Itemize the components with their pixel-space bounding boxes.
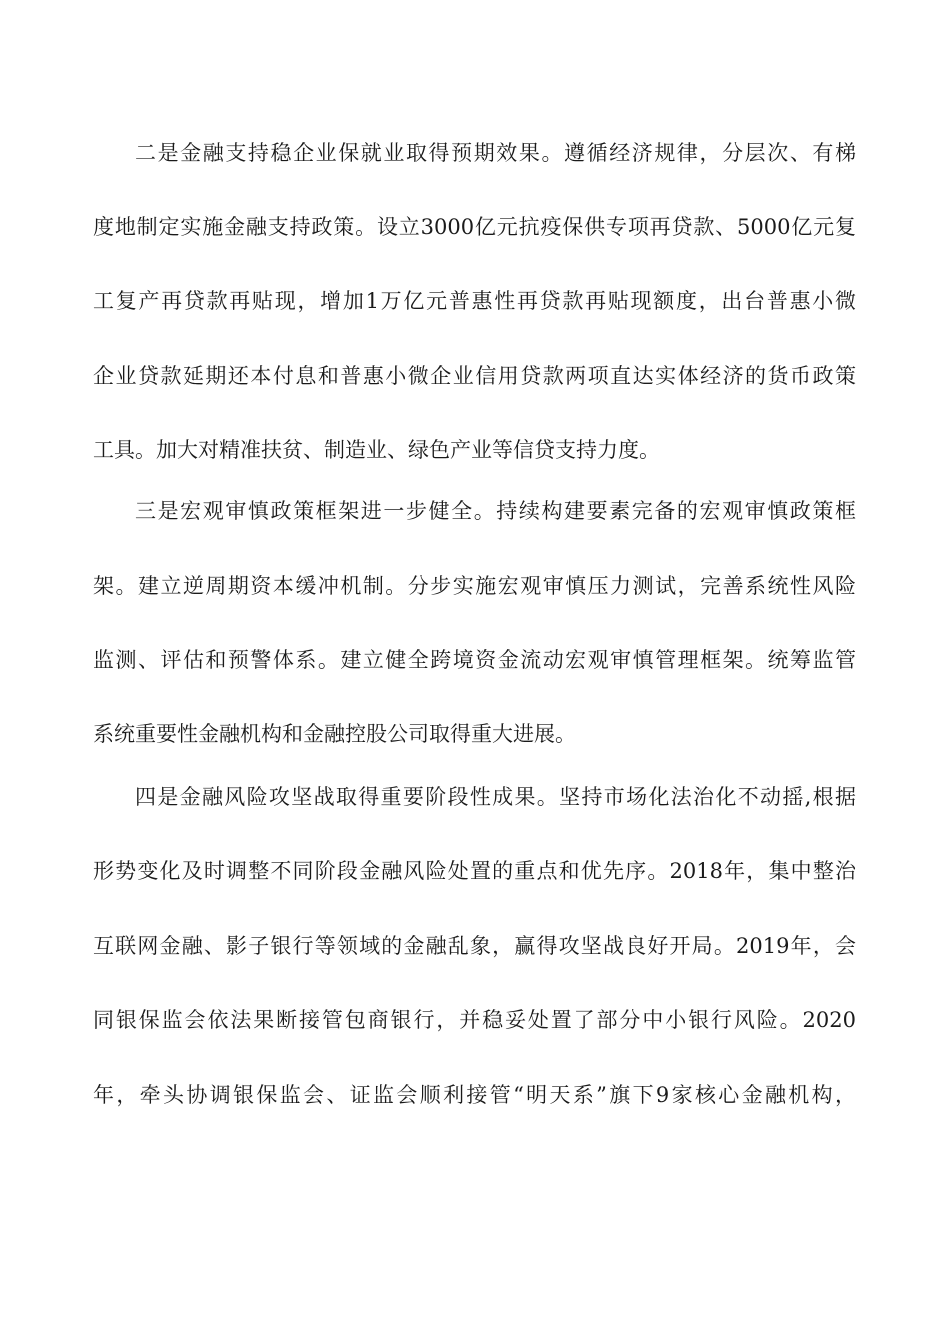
text-line xyxy=(0,926,950,966)
text-line xyxy=(0,356,950,396)
text-line-content: 四是金融风险攻坚战取得重要阶段性成果。坚持市场化法治化不动摇,根据 xyxy=(135,785,856,809)
text-line-content: 互联网金融、影子银行等领域的金融乱象，赢得攻坚战良好开局。2019年，会 xyxy=(93,934,856,958)
text-line-content: 度地制定实施金融支持政策。设立3000亿元抗疫保供专项再贷款、5000亿元复 xyxy=(93,215,856,239)
text-line xyxy=(0,777,950,817)
text-line xyxy=(0,566,950,606)
text-line xyxy=(0,640,950,680)
text-line-content: 企业贷款延期还本付息和普惠小微企业信用贷款两项直达实体经济的货币政策 xyxy=(93,364,856,388)
text-line-content: 系统重要性金融机构和金融控股公司取得重大进展。 xyxy=(93,722,576,746)
text-line-content: 同银保监会依法果断接管包商银行，并稳妥处置了部分中小银行风险。2020 xyxy=(93,1008,856,1032)
text-line xyxy=(0,714,950,754)
text-line xyxy=(0,133,950,173)
text-line-content: 年，牵头协调银保监会、证监会顺利接管“明天系”旗下9家核心金融机构， xyxy=(93,1083,856,1107)
text-line xyxy=(0,1000,950,1040)
text-line xyxy=(0,851,950,891)
text-line-content: 工具。加大对精准扶贫、制造业、绿色产业等信贷支持力度。 xyxy=(93,438,660,462)
text-line-content: 三是宏观审慎政策框架进一步健全。持续构建要素完备的宏观审慎政策框 xyxy=(135,499,856,523)
text-line-content: 形势变化及时调整不同阶段金融风险处置的重点和优先序。2018年，集中整治 xyxy=(93,859,856,883)
text-line-content: 监测、评估和预警体系。建立健全跨境资金流动宏观审慎管理框架。统筹监管 xyxy=(93,648,856,672)
text-line-content: 架。建立逆周期资本缓冲机制。分步实施宏观审慎压力测试，完善系统性风险 xyxy=(93,574,856,598)
text-line-content: 二是金融支持稳企业保就业取得预期效果。遵循经济规律，分层次、有梯 xyxy=(135,141,856,165)
text-line xyxy=(0,491,950,531)
text-line xyxy=(0,207,950,247)
text-line xyxy=(0,281,950,321)
text-line-content: 工复产再贷款再贴现，增加1万亿元普惠性再贷款再贴现额度，出台普惠小微 xyxy=(93,289,856,313)
text-line xyxy=(0,430,950,470)
text-line xyxy=(0,1075,950,1115)
